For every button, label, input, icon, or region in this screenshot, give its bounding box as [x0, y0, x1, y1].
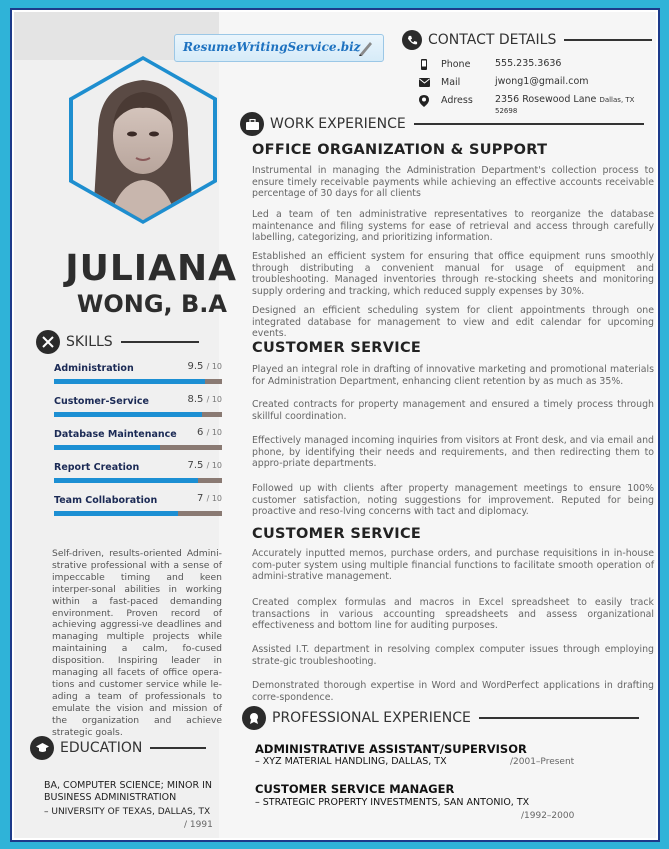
skill-bar — [54, 412, 222, 417]
phone-circle-icon — [402, 30, 422, 50]
skill-score — [197, 427, 222, 438]
skill-name: Customer-Service — [54, 396, 149, 407]
skill-score-max: / 10 — [206, 428, 222, 437]
contact-divider — [564, 39, 652, 41]
contact-header — [402, 30, 652, 50]
mail-icon — [418, 78, 430, 90]
work-paragraph: Instrumental in managing the Administration Department's collection process to ensure timely receivable payments while achieving an effective accounts receivable percentage of 30 days for all clients — [252, 165, 654, 199]
skill-score — [197, 493, 222, 504]
skill-bar-fill — [54, 445, 160, 450]
contact-address-label: Adress — [441, 95, 473, 106]
pe-job-title: ADMINISTRATIVE ASSISTANT/SUPERVISOR — [255, 742, 527, 756]
skill-bar — [54, 379, 222, 384]
work-paragraph: Played an integral role in drafting of innovative marketing and promotional materials for Administration Department, enhancing client retention by as much as 35%. — [252, 364, 654, 387]
contact-mail-label: Mail — [441, 77, 461, 88]
skill-score-max: / 10 — [206, 494, 222, 503]
skill-name: Administration — [54, 363, 134, 374]
work-header — [240, 112, 644, 136]
skill-bar — [54, 478, 222, 483]
pe-company: – XYZ MATERIAL HANDLING, DALLAS, TX — [255, 756, 447, 767]
watermark-text: ResumeWritingService.biz — [183, 40, 361, 54]
skill-item — [54, 396, 222, 407]
contact-address-street: 2356 Rosewood Lane — [495, 94, 597, 105]
work-paragraph: Followed up with clients after property management meetings to ensure 100% customer satisfaction, noting suggestions for improvement. Reputed for being proactive and reso-lving concerns with tact and diplomacy. — [252, 483, 654, 517]
skill-score — [187, 361, 222, 372]
briefcase-icon — [240, 112, 264, 136]
skill-score-value: 7 — [197, 493, 204, 504]
pe-company: – STRATEGIC PROPERTY INVESTMENTS, SAN ANTONIO, TX — [255, 797, 530, 808]
pen-icon — [357, 39, 375, 57]
pe-dates: /1992–2000 — [521, 811, 575, 821]
contact-phone-value[interactable]: 555.235.3636 — [495, 58, 562, 69]
skill-bar-fill — [54, 412, 202, 417]
skill-bar — [54, 445, 222, 450]
skill-score-max: / 10 — [206, 395, 222, 404]
work-section-title: CUSTOMER SERVICE — [252, 340, 422, 356]
contact-mail-value[interactable]: jwong1@gmail.com — [495, 76, 589, 87]
education-school: – UNIVERSITY OF TEXAS, DALLAS, TX — [44, 807, 211, 817]
skill-score-max: / 10 — [206, 362, 222, 371]
skill-score-value: 9.5 — [187, 361, 204, 372]
first-name: JULIANA — [65, 248, 237, 289]
work-paragraph: Assisted I.T. department in resolving complex computer issues through employing strate-gic troubleshooting. — [252, 644, 654, 667]
work-paragraph: Accurately inputted memos, purchase orders, and purchase requisitions in in-house com-puter system using multiple financial functions to facilitate smooth operation of admini-strative management. — [252, 548, 654, 582]
contact-address-city: Dallas, TX 52698 — [495, 96, 635, 115]
contact-phone-label: Phone — [441, 59, 471, 70]
skill-item — [54, 462, 222, 473]
professional-title: PROFESSIONAL EXPERIENCE — [272, 710, 471, 726]
skill-score-value: 7.5 — [187, 460, 204, 471]
work-paragraph: Created complex formulas and macros in Excel spreadsheet to easily track transactions in various accounting spreadsheets and assess organizational effectiveness and bottom line for auditing purposes. — [252, 597, 654, 631]
work-paragraph: Effectively managed incoming inquiries from visitors at Front desk, and via email and phone, by identifying their needs and requirements, and then redirecting them to appro-priate departments. — [252, 435, 654, 469]
skill-score-max: / 10 — [206, 461, 222, 470]
contact-title: CONTACT DETAILS — [428, 32, 557, 48]
skill-name: Report Creation — [54, 462, 140, 473]
skill-bar-fill — [54, 379, 205, 384]
skills-divider — [121, 341, 199, 343]
work-section-title: CUSTOMER SERVICE — [252, 526, 422, 542]
skill-score — [187, 394, 222, 405]
skill-item — [54, 495, 222, 506]
work-paragraph: Led a team of ten administrative representatives to reorganize the database maintenance and filing systems for ease of retrieval and access through carefully labelling, categorizing, and prioritizing information. — [252, 209, 654, 243]
pe-job-title: CUSTOMER SERVICE MANAGER — [255, 782, 455, 796]
education-year: / 1991 — [184, 820, 213, 830]
work-paragraph: Demonstrated thorough expertise in Word and WordPerfect applications in drafting corre-spondence. — [252, 680, 654, 703]
work-title: WORK EXPERIENCE — [270, 116, 406, 132]
skill-name: Database Maintenance — [54, 429, 177, 440]
work-divider — [414, 123, 644, 125]
skill-name: Team Collaboration — [54, 495, 158, 506]
profile-summary: Self-driven, results-oriented Admini-strative professional with a sense of impeccable timing and keen interper-sonal abilities in working within a fast-paced demanding environment. Proven record of achieving aggressi-ve deadlines and managing multiple projects while maintaining a calm, fo-cused disposition. Inspiring leader in managing all facets of office opera-tions and customer service while le-ading a team of professionals to emulate the vision and mission of the organization and achieve strategic goals. — [52, 548, 222, 738]
skill-item — [54, 429, 222, 440]
work-paragraph: Created contracts for property management and ensured a timely process through skillful coordination. — [252, 399, 654, 422]
work-paragraph: Designed an efficient scheduling system for client appointments through one integrated database for management to view and edit calendar for upcoming events. — [252, 305, 654, 339]
profile-photo — [58, 54, 228, 224]
work-paragraph: Established an efficient system for ensuring that office equipment runs smoothly through distributing a convenient manual for usage of equipment and troubleshooting. Managed inventories through re-stocking sheets and monitoring supply ordering and tracking, which reduced supply expenses by 30%. — [252, 251, 654, 297]
skill-bar-fill — [54, 511, 178, 516]
graduation-cap-icon — [30, 736, 54, 760]
skill-score-value: 8.5 — [187, 394, 204, 405]
resume-page — [14, 12, 656, 838]
skills-title: SKILLS — [66, 334, 113, 350]
skill-bar-fill — [54, 478, 198, 483]
professional-header — [242, 706, 639, 730]
pe-dates: /2001–Present — [510, 757, 575, 767]
education-header — [30, 736, 206, 760]
skill-item — [54, 363, 222, 374]
award-icon — [242, 706, 266, 730]
skill-bar — [54, 511, 222, 516]
skill-score-value: 6 — [197, 427, 204, 438]
professional-divider — [479, 717, 639, 719]
work-section-title: OFFICE ORGANIZATION & SUPPORT — [252, 142, 548, 158]
skills-header — [36, 330, 199, 354]
tools-icon — [36, 330, 60, 354]
education-degree: BA, COMPUTER SCIENCE; MINOR IN BUSINESS ADMINISTRATION — [44, 780, 213, 803]
skill-score — [187, 460, 222, 471]
phone-icon — [418, 59, 430, 71]
education-divider — [150, 747, 206, 749]
last-name: WONG, B.A — [76, 290, 227, 318]
education-title: EDUCATION — [60, 740, 143, 756]
location-icon — [418, 95, 430, 107]
